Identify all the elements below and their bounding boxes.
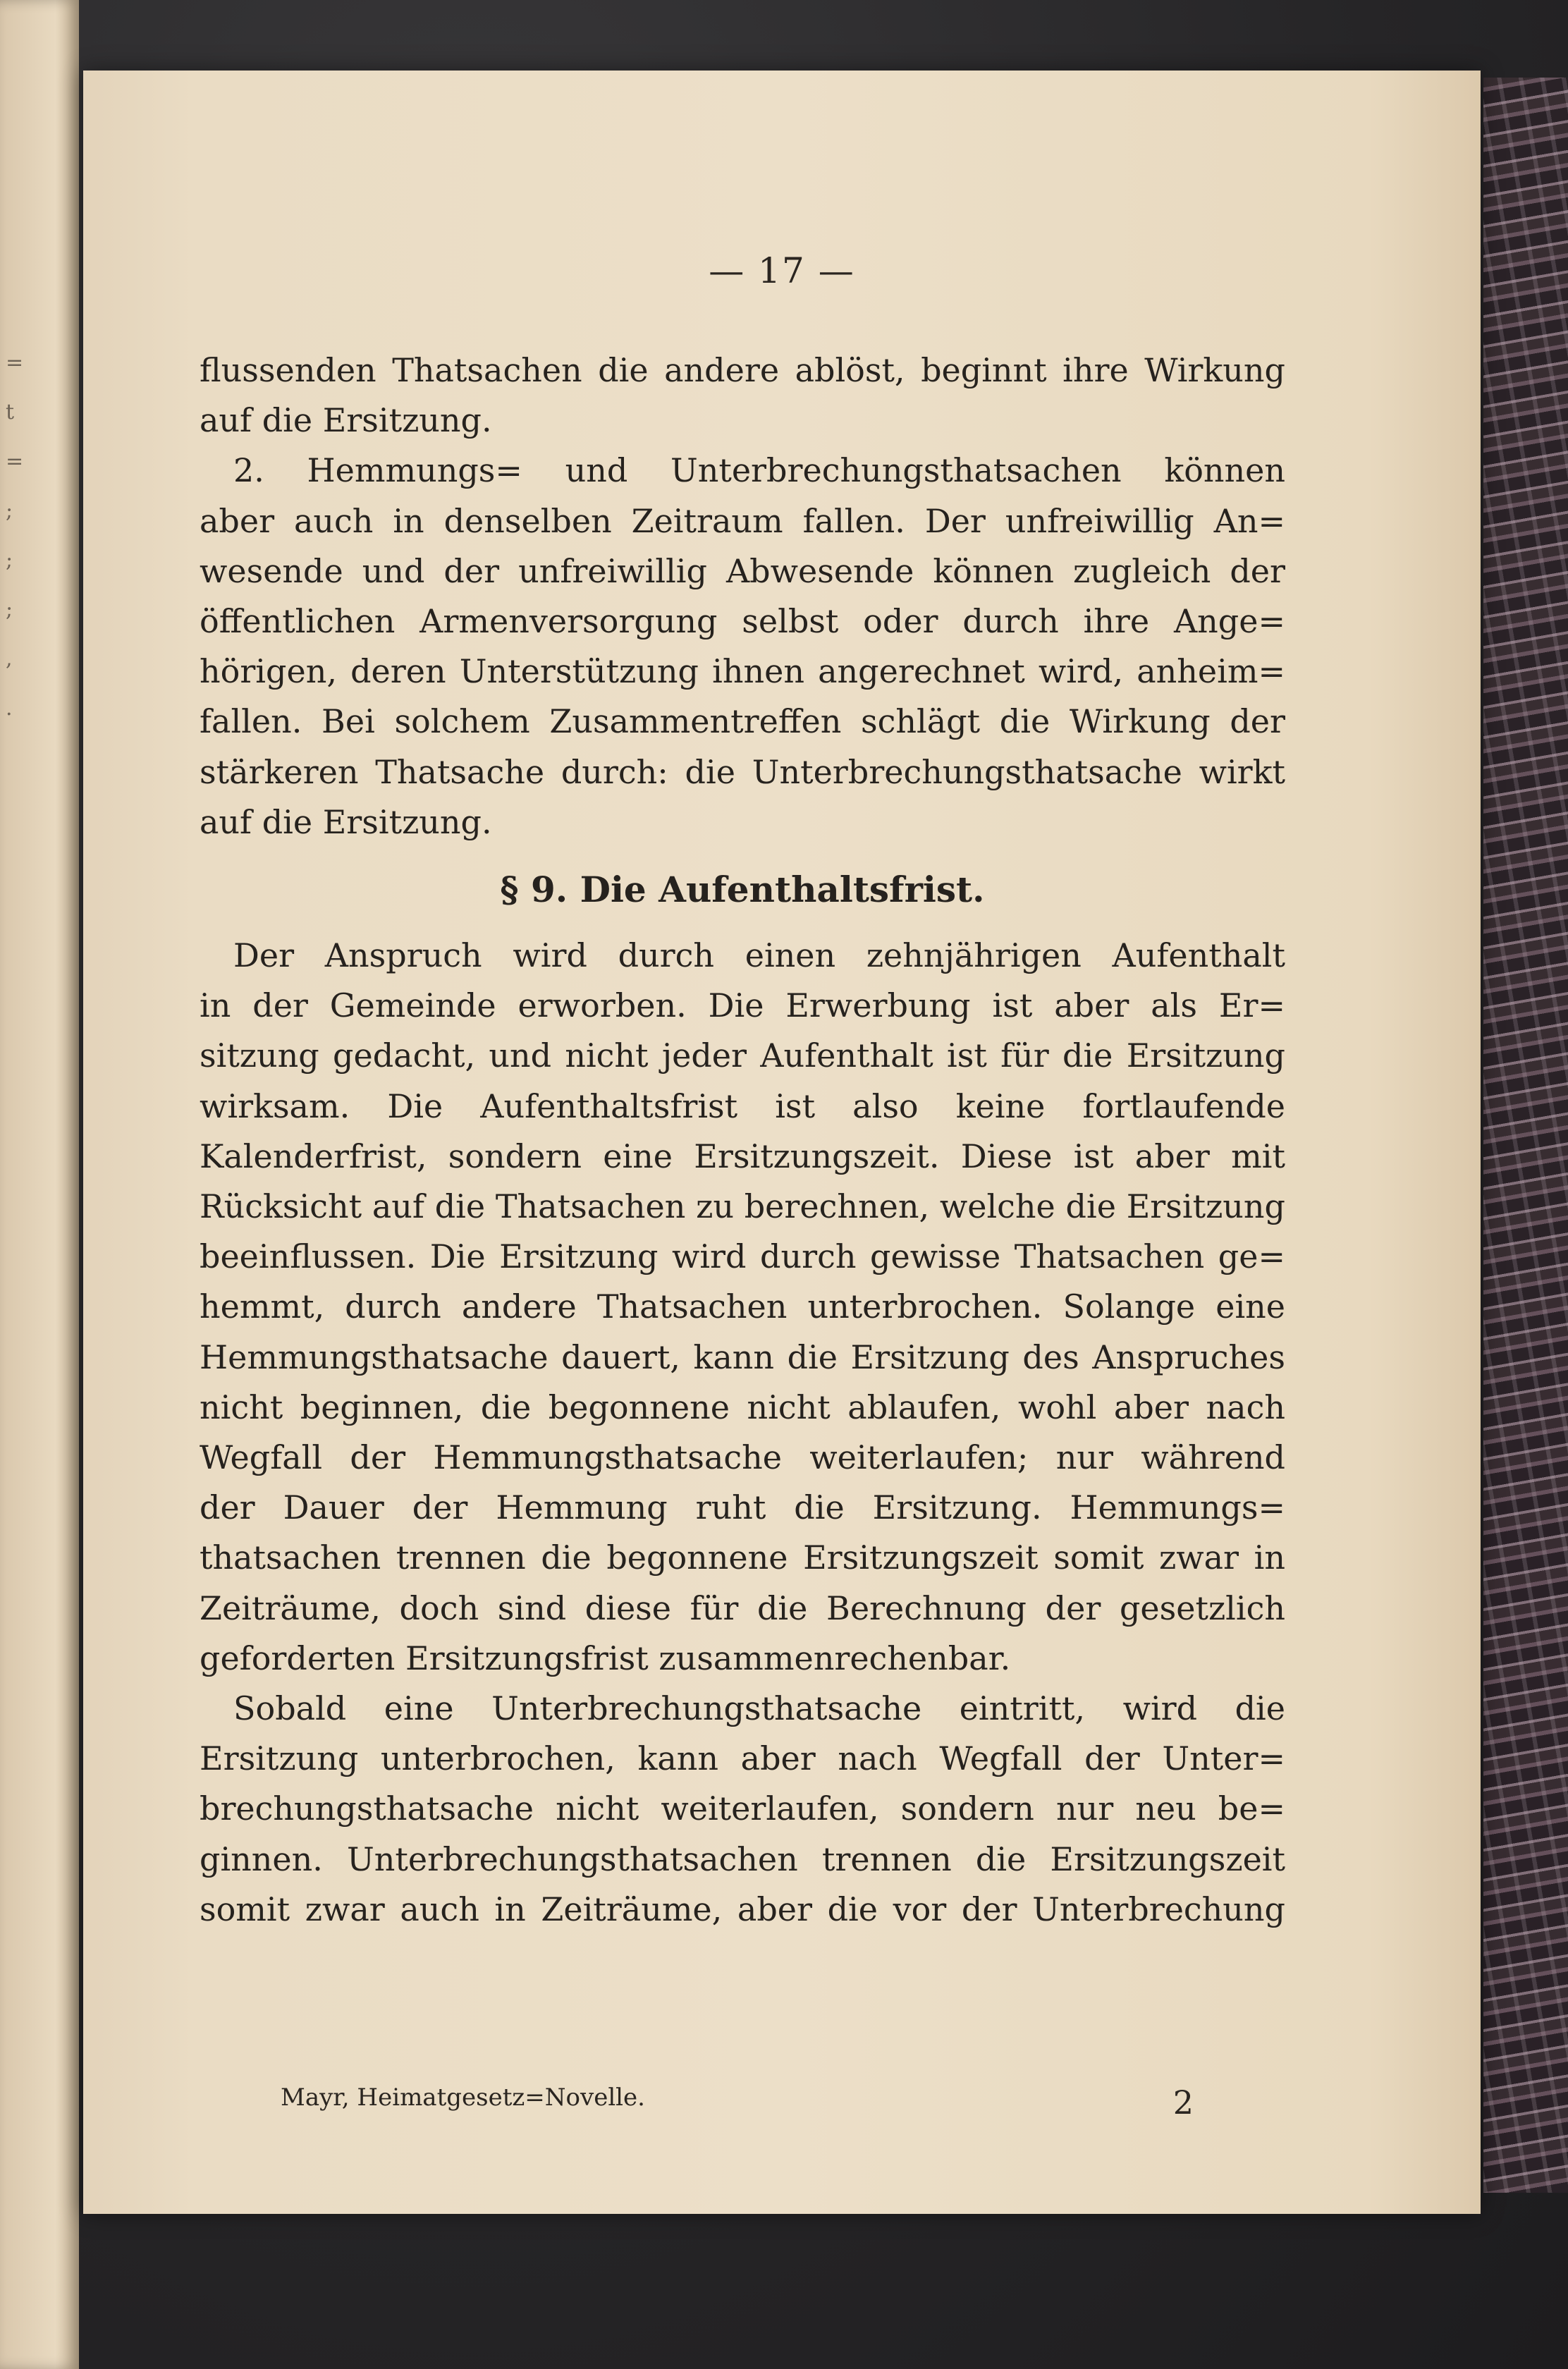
- page-number: — 17 —: [709, 250, 855, 291]
- text-line: fallen. Bei solchem Zusammentreffen schlägt die Wirkung der: [200, 702, 1285, 741]
- text-line: sitzung gedacht, und nicht jeder Aufenthalt ist für die Ersitzung: [200, 1036, 1285, 1075]
- text-line: nicht beginnen, die begonnene nicht ablaufen, wohl aber nach: [200, 1388, 1285, 1426]
- text-line: auf die Ersitzung.: [200, 401, 492, 440]
- text-line: aber auch in denselben Zeitraum fallen. Der unfreiwillig An=: [200, 501, 1285, 540]
- text-line: wirksam. Die Aufenthaltsfrist ist also keine fortlaufende: [200, 1086, 1285, 1125]
- page-footer: [203, 2083, 1289, 2126]
- text-line: Ersitzung unterbrochen, kann aber nach Wegfall der Unter=: [200, 1739, 1285, 1778]
- footer-author-title: Mayr, Heimatgesetz=Novelle.: [281, 2083, 645, 2112]
- text-line: in der Gemeinde erworben. Die Erwerbung ist aber als Er=: [200, 986, 1285, 1025]
- text-line: beeinflussen. Die Ersitzung wird durch gewisse Thatsachen ge=: [200, 1237, 1285, 1276]
- book-page: [83, 71, 1481, 2214]
- text-line: wesende und der unfreiwillig Abwesende können zugleich der: [200, 551, 1285, 590]
- section-heading: § 9. Die Aufenthaltsfrist.: [500, 869, 985, 911]
- text-line: auf die Ersitzung.: [200, 802, 492, 841]
- text-line: Hemmungsthatsache dauert, kann die Ersitzung des Anspruches: [200, 1337, 1285, 1376]
- text-line: flussenden Thatsachen die andere ablöst, beginnt ihre Wirkung: [200, 351, 1285, 389]
- text-line: Kalenderfrist, sondern eine Ersitzungszeit. Diese ist aber mit: [200, 1137, 1285, 1175]
- page-body-text: [200, 345, 1285, 1935]
- signature-mark: 2: [1172, 2083, 1194, 2122]
- text-line: öffentlichen Armenversorgung selbst oder durch ihre Ange=: [200, 602, 1285, 641]
- text-line: stärkeren Thatsache durch: die Unterbrechungsthatsache wirkt: [200, 752, 1285, 791]
- previous-page-margin-marks: = t = ; ; ; , .: [6, 350, 24, 721]
- text-line: geforderten Ersitzungsfrist zusammenrechenbar.: [200, 1639, 1011, 1677]
- text-line: thatsachen trennen die begonnene Ersitzungszeit somit zwar in: [200, 1538, 1285, 1577]
- text-line: Der Anspruch wird durch einen zehnjährigen Aufenthalt: [233, 936, 1285, 975]
- text-line: ginnen. Unterbrechungsthatsachen trennen die Ersitzungszeit: [200, 1840, 1285, 1878]
- text-line: Zeiträume, doch sind diese für die Berechnung der gesetzlich: [200, 1588, 1285, 1627]
- text-line: somit zwar auch in Zeiträume, aber die vor der Unterbrechung: [200, 1890, 1285, 1928]
- text-line: der Dauer der Hemmung ruht die Ersitzung. Hemmungs=: [200, 1488, 1285, 1527]
- text-line: hemmt, durch andere Thatsachen unterbrochen. Solange eine: [200, 1287, 1285, 1326]
- previous-page-edge: [0, 0, 79, 2369]
- text-line: Sobald eine Unterbrechungsthatsache eintritt, wird die: [233, 1689, 1285, 1728]
- text-line: hörigen, deren Unterstützung ihnen angerechnet wird, anheim=: [200, 652, 1285, 691]
- marbled-cover-edge: [1483, 78, 1568, 2193]
- text-line: Wegfall der Hemmungsthatsache weiterlaufen; nur während: [200, 1438, 1285, 1477]
- text-line: brechungsthatsache nicht weiterlaufen, sondern nur neu be=: [200, 1789, 1285, 1828]
- text-line: Rücksicht auf die Thatsachen zu berechnen, welche die Ersitzung: [200, 1187, 1285, 1226]
- text-line: 2. Hemmungs= und Unterbrechungsthatsachen können: [233, 451, 1285, 490]
